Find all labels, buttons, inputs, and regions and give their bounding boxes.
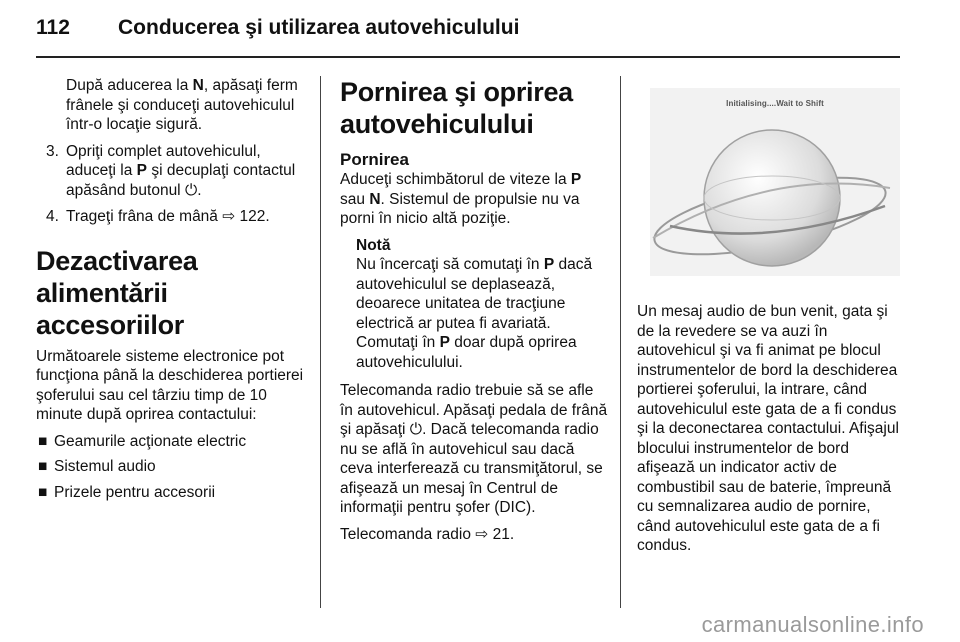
power-button-icon: ⏻	[409, 421, 423, 438]
steps-list	[36, 142, 306, 227]
display-message: Initialising....Wait to Shift	[726, 99, 824, 108]
note-text: Nu încercaţi să comutaţi în P dacă autovehiculul se deplasează, deoarece unitatea de tracţiune electrică ar putea fi avariată. Comutaţi în P doar după oprirea autovehiculului.	[356, 256, 593, 371]
section-heading: Dezactivarea alimentării accesoriilor	[36, 245, 198, 340]
note-title: Notă	[356, 236, 391, 254]
bullet-list	[36, 432, 306, 503]
list-item: 4. Trageţi frâna de mână ⇨ 122.	[46, 208, 270, 225]
page-reference-arrow-icon: ⇨	[475, 525, 489, 543]
page-reference-arrow-icon: ⇨	[222, 208, 236, 225]
bullet-square-icon: ■	[38, 458, 48, 475]
subsection-heading: Pornirea	[340, 150, 409, 169]
list-item: ■ Sistemul audio	[38, 458, 156, 475]
bullet-square-icon: ■	[38, 483, 48, 501]
page-number: 112	[36, 16, 70, 39]
paragraph: Telecomanda radio ⇨ 21.	[340, 525, 515, 543]
watermark: carmanualsonline.info	[701, 612, 924, 637]
power-button-icon: ⏻	[184, 181, 198, 199]
list-item: ■ Geamurile acţionate electric	[38, 432, 247, 450]
column-divider	[320, 76, 321, 608]
intro-paragraph: Următoarele sisteme electronice pot funcţiona până la deschiderea portierei şoferului sau cel târziu timp de 10 minute după oprirea contactului:	[36, 347, 304, 423]
middle-column	[340, 76, 608, 551]
left-column	[36, 76, 306, 508]
page-header	[0, 0, 960, 56]
globe-illustration	[650, 88, 900, 276]
note-box	[356, 236, 608, 373]
paragraph: Aduceţi schimbătorul de viteze la P sau N. Sistemul de propulsie nu va porni în nicio altă poziţie.	[340, 171, 582, 227]
running-title: Conducerea şi utilizarea autovehiculului	[118, 16, 520, 39]
right-column	[637, 302, 905, 563]
paragraph: Un mesaj audio de bun venit, gata şi de la revedere se va auzi în autovehicul şi va fi animat pe blocul instrumentelor de bord la deschiderea portierei şoferului, la intrare, când autovehiculul este gata de a fi condus şi la deconectarea contactului. Afişajul blocului instrumentelor de bord afişează un indicator activ de combustibil sau de baterie, împreună cu semnalizarea audio de pornire, când autovehiculul este gata de a fi condus.	[637, 303, 899, 554]
list-item: 3. Opriţi complet autovehiculul, aduceţi la P şi decuplaţi contactul apăsând butonul ⏻.	[46, 142, 296, 199]
column-divider	[620, 76, 621, 608]
cluster-display-figure	[650, 88, 900, 276]
list-item: ■ Prizele pentru accesorii	[38, 483, 216, 501]
step-number: 4.	[46, 208, 59, 225]
bullet-square-icon: ■	[38, 432, 48, 450]
step-number: 3.	[46, 142, 59, 160]
paragraph: Telecomanda radio trebuie să se afle în autovehicul. Apăsaţi pedala de frână şi apăsaţi ⏻. Dacă telecomanda radio nu se află în autovehicul sau dacă ceva interferează cu transmiţătorul, se afişează un mesaj în Centrul de informaţii pentru şofer (DIC).	[340, 382, 608, 516]
section-heading: Pornirea şi oprirea autovehiculului	[340, 77, 573, 139]
continuation-text: După aducerea la N, apăsaţi ferm frânele şi conduceţi autovehiculul într-o locaţie sigură.	[66, 77, 298, 133]
header-rule	[36, 56, 900, 58]
